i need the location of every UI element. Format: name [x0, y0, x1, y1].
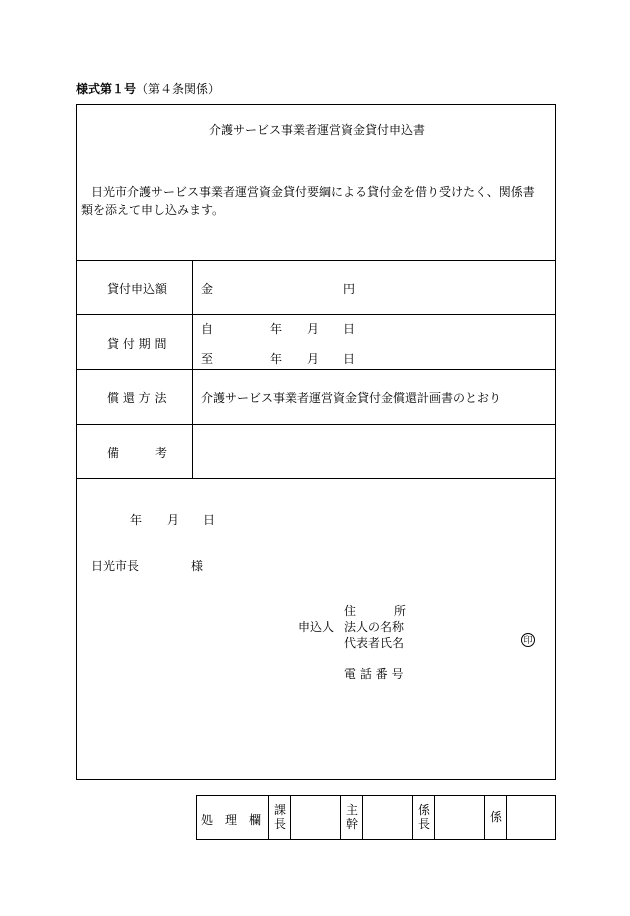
amount-label: 貸付申込額	[107, 282, 168, 296]
remarks-label-2: 考	[155, 446, 168, 460]
applicant-rep-name: 代表者氏名	[344, 636, 405, 650]
column-divider	[192, 260, 193, 478]
unit-chief-char-1: 係	[417, 803, 430, 817]
row-divider	[77, 369, 555, 370]
form-title: 介護サービス事業者運営資金貸付申込書	[209, 123, 426, 137]
period-to-day: 日	[343, 352, 356, 366]
supervisor-stamp-cell	[363, 796, 413, 839]
date-month: 月	[167, 513, 180, 527]
form-reference: （第４条関係）	[136, 82, 221, 96]
form-number	[76, 80, 220, 97]
intro-line-1: 日光市介護サービス事業者運営資金貸付要綱による貸付金を借り受けたく、関係書	[91, 185, 535, 199]
staff-label-cell	[485, 796, 507, 839]
period-from-month: 月	[307, 322, 320, 336]
period-to-year: 年	[270, 352, 283, 366]
row-divider	[77, 478, 555, 479]
supervisor-char-1: 主	[345, 803, 358, 817]
period-from-year: 年	[270, 322, 283, 336]
period-from-day: 日	[343, 322, 356, 336]
supervisor-label-cell	[341, 796, 363, 839]
section-chief-stamp-cell	[291, 796, 341, 839]
period-to-month: 月	[307, 352, 320, 366]
amount-unit: 円	[343, 282, 356, 296]
supervisor-char-2: 幹	[345, 817, 358, 831]
remarks-label-1: 備	[107, 446, 120, 460]
staff-char: 係	[489, 810, 502, 824]
addressee-honorific: 様	[191, 559, 204, 573]
row-divider	[77, 260, 555, 261]
amount-prefix: 金	[201, 282, 214, 296]
period-from-label: 自	[201, 322, 214, 336]
row-divider	[77, 314, 555, 315]
processing-table	[196, 795, 556, 840]
period-to-label: 至	[201, 352, 214, 366]
unit-chief-stamp-cell	[435, 796, 485, 839]
unit-chief-label-cell	[413, 796, 435, 839]
seal-icon: 印	[521, 633, 535, 647]
repay-label: 償 還 方 法	[107, 391, 167, 405]
processing-label-cell	[197, 796, 269, 839]
date-day: 日	[203, 513, 216, 527]
applicant-label: 申込人	[298, 620, 335, 634]
section-chief-label-cell	[269, 796, 291, 839]
period-label: 貸 付 期 間	[107, 337, 167, 351]
applicant-address-1: 住	[344, 604, 357, 618]
repay-value: 介護サービス事業者運営資金貸付金償還計画書のとおり	[201, 391, 502, 405]
applicant-corp-name: 法人の名称	[344, 620, 405, 634]
form-label: 様式第１号	[76, 82, 137, 96]
row-divider	[77, 424, 555, 425]
processing-label: 処 理 欄	[201, 813, 262, 827]
applicant-phone: 電 話 番 号	[344, 667, 404, 681]
unit-chief-char-2: 長	[417, 817, 430, 831]
section-chief-char-1: 課	[273, 803, 286, 817]
applicant-address-2: 所	[394, 604, 407, 618]
date-year: 年	[130, 513, 143, 527]
section-chief-char-2: 長	[273, 817, 286, 831]
application-form	[76, 104, 556, 780]
addressee-name: 日光市長	[91, 559, 140, 573]
intro-line-2: 類を添えて申し込みます。	[81, 203, 225, 217]
staff-stamp-cell	[507, 796, 555, 839]
